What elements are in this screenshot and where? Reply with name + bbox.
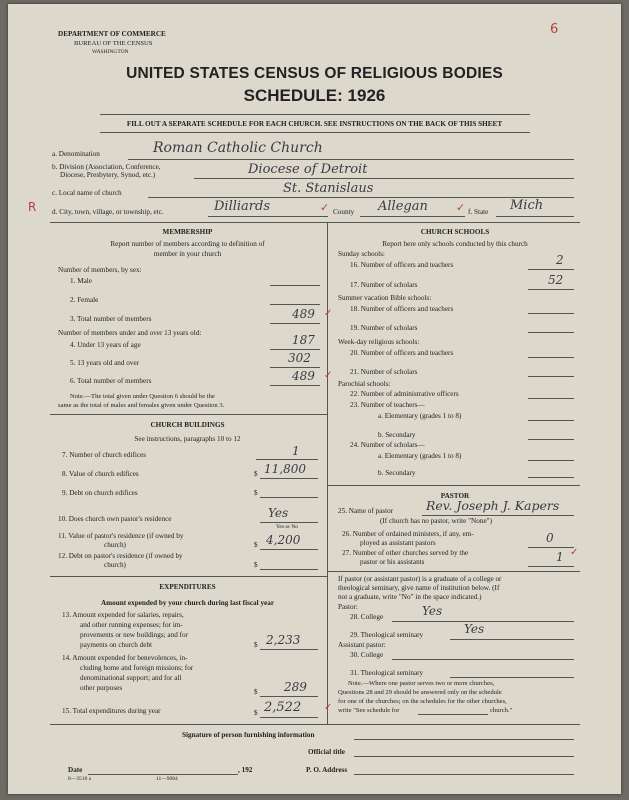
date-field[interactable] bbox=[88, 774, 238, 775]
q5-label: 5. 13 years old and over bbox=[70, 359, 140, 367]
po-address-label: P. O. Address bbox=[306, 766, 348, 774]
q16-field[interactable]: 2 bbox=[556, 253, 564, 267]
q4-field[interactable]: 187 bbox=[292, 333, 315, 347]
dollar-sign: $ bbox=[254, 561, 258, 569]
q10-line bbox=[260, 522, 318, 523]
q13-label-2: and other running expenses; for im- bbox=[80, 621, 183, 629]
pastor-heading: PASTOR bbox=[440, 492, 470, 500]
q2-field[interactable] bbox=[270, 304, 320, 305]
q25-label: 25. Name of pastor bbox=[338, 507, 394, 515]
q22-field[interactable] bbox=[528, 398, 574, 399]
q9-field[interactable] bbox=[260, 497, 318, 498]
q23a-label: a. Elementary (grades 1 to 8) bbox=[378, 412, 462, 420]
pastor-note-3: for one of the churches; on the schedules for the other churches, bbox=[338, 698, 507, 705]
check-mark: ✓ bbox=[570, 547, 579, 558]
divider bbox=[327, 485, 580, 486]
section-bottom-line bbox=[50, 724, 580, 725]
q27-label: 27. Number of other churches served by the bbox=[342, 549, 469, 557]
city-field[interactable]: Dilliards bbox=[214, 199, 271, 214]
schools-heading: CHURCH SCHOOLS bbox=[420, 228, 490, 236]
q12-label-2: church) bbox=[104, 561, 126, 569]
q13-field[interactable]: 2,233 bbox=[266, 633, 301, 647]
pastor-sub-label: Pastor: bbox=[338, 603, 358, 611]
grad-text-2: theological seminary, give name of institution below. (If bbox=[338, 584, 500, 592]
q11-label: 11. Value of pastor's residence (if owned by bbox=[58, 532, 184, 540]
grad-text-1: If pastor (or assistant pastor) is a graduate of a college or bbox=[338, 575, 502, 583]
signature-label: Signature of person furnishing information bbox=[182, 731, 315, 739]
q8-label: 8. Value of church edifices bbox=[62, 470, 139, 478]
membership-heading: MEMBERSHIP bbox=[162, 228, 213, 236]
section-top-line bbox=[50, 222, 580, 223]
q14-label-1: 14. Amount expended for benevolences, in- bbox=[62, 654, 188, 662]
q27-field[interactable]: 1 bbox=[556, 550, 564, 564]
city-label: WASHINGTON bbox=[92, 49, 129, 55]
q15-line bbox=[260, 717, 318, 718]
q13-label-4: payments on church debt bbox=[80, 641, 153, 649]
membership-note-2: same as the total of males and females given under Question 3. bbox=[58, 402, 225, 409]
page-number-mark: 6 bbox=[550, 22, 559, 37]
parochial-label: Parochial schools: bbox=[338, 380, 391, 388]
dollar-sign: $ bbox=[254, 470, 258, 478]
q15-label: 15. Total expenditures during year bbox=[62, 707, 161, 715]
buildings-sub: See instructions, paragraphs 10 to 12 bbox=[134, 435, 241, 443]
q6-label: 6. Total number of members bbox=[70, 377, 152, 385]
q17-line bbox=[528, 289, 574, 290]
city-line bbox=[208, 216, 328, 217]
county-label: County bbox=[333, 208, 355, 216]
q14-field[interactable]: 289 bbox=[284, 680, 307, 694]
dollar-sign: $ bbox=[254, 641, 258, 649]
dollar-sign: $ bbox=[254, 541, 258, 549]
q25-field[interactable]: Rev. Joseph J. Kapers bbox=[426, 498, 560, 513]
column-divider bbox=[327, 222, 328, 724]
q7-line bbox=[256, 459, 318, 460]
bureau-label: BUREAU OF THE CENSUS bbox=[74, 40, 153, 47]
state-label: f. State bbox=[468, 208, 489, 216]
margin-mark: R bbox=[28, 200, 37, 214]
pastor-note-4: write "See schedule for bbox=[338, 707, 400, 714]
dollar-sign: $ bbox=[254, 709, 258, 717]
schools-sub: Report here only schools conducted by this church bbox=[382, 240, 528, 248]
q24b-label: b. Secondary bbox=[378, 469, 416, 477]
denomination-line bbox=[128, 159, 574, 160]
q28-field[interactable]: Yes bbox=[422, 604, 443, 618]
q5-field[interactable]: 302 bbox=[288, 351, 311, 365]
denomination-label: a. Denomination bbox=[52, 150, 100, 158]
see-schedule-field[interactable] bbox=[418, 714, 488, 715]
division-line bbox=[194, 178, 574, 179]
q29-field[interactable]: Yes bbox=[464, 622, 485, 636]
divider bbox=[327, 571, 580, 572]
q26-line bbox=[528, 547, 574, 548]
q9-label: 9. Debt on church edifices bbox=[62, 489, 138, 497]
q24b-field[interactable] bbox=[528, 477, 574, 478]
q4-line bbox=[270, 349, 320, 350]
instruction-banner: FILL OUT A SEPARATE SCHEDULE FOR EACH CHURCH. SEE INSTRUCTIONS ON THE BACK OF THIS SHEET bbox=[126, 120, 503, 128]
q4-label: 4. Under 13 years of age bbox=[70, 341, 141, 349]
form-title: UNITED STATES CENSUS OF RELIGIOUS BODIES bbox=[126, 65, 503, 82]
q10-field[interactable]: Yes bbox=[268, 506, 289, 520]
q19-label: 19. Number of scholars bbox=[350, 324, 418, 332]
divider bbox=[100, 114, 530, 115]
expenditures-sub: Amount expended by your church during last fiscal year bbox=[100, 599, 275, 607]
check-mark: ✓ bbox=[324, 702, 333, 713]
form-code-2: 11—9084 bbox=[156, 776, 178, 782]
department-label: DEPARTMENT OF COMMERCE bbox=[58, 30, 166, 38]
q3-field[interactable]: 489 bbox=[292, 307, 315, 321]
q18-label: 18. Number of officers and teachers bbox=[350, 305, 454, 313]
q26-label: 26. Number of ordained ministers, if any, em- bbox=[342, 530, 474, 538]
county-line bbox=[360, 216, 465, 217]
age-head-label: Number of members under and over 13 years old: bbox=[58, 329, 202, 337]
q31-field[interactable] bbox=[450, 677, 574, 678]
divider bbox=[100, 132, 530, 133]
county-field[interactable]: Allegan bbox=[378, 199, 428, 214]
q6-line bbox=[270, 385, 320, 386]
q23b-label: b. Secondary bbox=[378, 431, 416, 439]
q25-note: (If church has no pastor, write "None") bbox=[380, 517, 492, 525]
year-label: , 192 bbox=[238, 766, 253, 774]
q24a-label: a. Elementary (grades 1 to 8) bbox=[378, 452, 462, 460]
q24-label: 24. Number of scholars— bbox=[350, 441, 425, 449]
q30-label: 30. College bbox=[350, 651, 384, 659]
local-name-field[interactable]: St. Stanislaus bbox=[283, 181, 374, 196]
q11-line bbox=[260, 549, 318, 550]
pastor-note-1: Note.—Where one pastor serves two or more churches, bbox=[348, 680, 495, 687]
division-label: b. Division (Association, Conference, bbox=[52, 163, 161, 171]
q16-line bbox=[528, 269, 574, 270]
q26-label-2: ployed as assistant pastors bbox=[360, 539, 436, 547]
q25-line bbox=[422, 515, 574, 516]
q7-label: 7. Number of church edifices bbox=[62, 451, 147, 459]
q3-label: 3. Total number of members bbox=[70, 315, 152, 323]
schedule-title: SCHEDULE: 1926 bbox=[243, 86, 386, 105]
q21-field[interactable] bbox=[528, 376, 574, 377]
city-town-label: d. City, town, village, or township, etc. bbox=[52, 208, 164, 216]
summer-label: Summer vacation Bible schools: bbox=[338, 294, 432, 302]
q13-label-1: 13. Amount expended for salaries, repairs, bbox=[62, 611, 184, 619]
q27-label-2: pastor or his assistants bbox=[360, 558, 425, 566]
q29-line bbox=[450, 639, 574, 640]
q5-line bbox=[270, 367, 320, 368]
q13-label-3: provements or new buildings; and for bbox=[80, 631, 188, 639]
check-mark: ✓ bbox=[320, 201, 330, 214]
assistant-label: Assistant pastor: bbox=[338, 641, 386, 649]
q15-field[interactable]: 2,522 bbox=[264, 700, 302, 715]
q12-label: 12. Debt on pastor's residence (if owned by bbox=[58, 552, 183, 560]
denomination-field[interactable]: Roman Catholic Church bbox=[153, 140, 323, 156]
divider bbox=[50, 576, 327, 577]
pastor-note-5: church." bbox=[490, 707, 513, 714]
yes-no-hint: Yes or No bbox=[276, 524, 299, 530]
buildings-heading: CHURCH BUILDINGS bbox=[150, 421, 225, 429]
q8-field[interactable]: 11,800 bbox=[264, 462, 306, 476]
q23b-field[interactable] bbox=[528, 439, 574, 440]
q17-field[interactable]: 52 bbox=[548, 273, 564, 287]
q11-field[interactable]: 4,200 bbox=[266, 533, 301, 547]
q20-label: 20. Number of officers and teachers bbox=[350, 349, 454, 357]
q17-label: 17. Number of scholars bbox=[350, 281, 418, 289]
q8-line bbox=[260, 478, 318, 479]
weekday-label: Week-day religious schools: bbox=[338, 338, 420, 346]
division-field[interactable]: Diocese of Detroit bbox=[248, 162, 368, 177]
state-line bbox=[496, 216, 574, 217]
q19-field[interactable] bbox=[528, 332, 574, 333]
expenditures-heading: EXPENDITURES bbox=[159, 583, 216, 591]
q6-field[interactable]: 489 bbox=[292, 369, 315, 383]
po-address-field[interactable] bbox=[354, 774, 574, 775]
q23a-field[interactable] bbox=[528, 420, 574, 421]
q23-label: 23. Number of teachers— bbox=[350, 401, 425, 409]
q22-label: 22. Number of administrative officers bbox=[350, 390, 459, 398]
q24a-field[interactable] bbox=[528, 460, 574, 461]
check-mark: ✓ bbox=[456, 201, 466, 214]
q1-field[interactable] bbox=[270, 285, 320, 286]
signature-field[interactable] bbox=[354, 739, 574, 740]
sunday-label: Sunday schools: bbox=[338, 250, 385, 258]
membership-sub-1: Report number of members according to definition of bbox=[110, 240, 265, 248]
q13-line bbox=[260, 649, 318, 650]
q10-label: 10. Does church own pastor's residence bbox=[58, 515, 172, 523]
q12-field[interactable] bbox=[260, 569, 318, 570]
q20-field[interactable] bbox=[528, 357, 574, 358]
grad-text-3: not a graduate, write "No" in the space indicated.) bbox=[338, 593, 482, 601]
q27-line bbox=[528, 566, 574, 567]
q18-field[interactable] bbox=[528, 313, 574, 314]
q11-label-2: church) bbox=[104, 541, 126, 549]
q3-line bbox=[270, 323, 320, 324]
check-mark: ✓ bbox=[324, 370, 333, 381]
official-title-field[interactable] bbox=[354, 756, 574, 757]
local-name-label: c. Local name of church bbox=[52, 189, 122, 197]
q31-label: 31. Theological seminary bbox=[350, 669, 424, 677]
q1-label: 1. Male bbox=[70, 277, 92, 285]
division-label-2: Diocese, Presbytery, Synod, etc.) bbox=[60, 171, 156, 179]
official-title-label: Official title bbox=[308, 748, 345, 756]
census-form-page bbox=[8, 4, 621, 794]
dollar-sign: $ bbox=[254, 489, 258, 497]
q14-label-2: cluding home and foreign missions; for bbox=[80, 664, 194, 672]
membership-sub-2: member in your church bbox=[153, 250, 222, 258]
date-label: Date bbox=[68, 766, 83, 774]
q2-label: 2. Female bbox=[70, 296, 99, 304]
check-mark: ✓ bbox=[324, 308, 333, 319]
q14-label-4: other purposes bbox=[80, 684, 123, 692]
q29-label: 29. Theological seminary bbox=[350, 631, 424, 639]
dollar-sign: $ bbox=[254, 688, 258, 696]
pastor-note-2: Questions 28 and 29 should be answered only on the schedule bbox=[338, 689, 502, 696]
q7-field[interactable]: 1 bbox=[292, 444, 300, 458]
q26-field[interactable]: 0 bbox=[546, 531, 554, 545]
q14-label-3: denominational support; and for all bbox=[80, 674, 182, 682]
q21-label: 21. Number of scholars bbox=[350, 368, 418, 376]
state-field[interactable]: Mich bbox=[510, 198, 544, 213]
by-sex-label: Number of members, by sex: bbox=[58, 266, 142, 274]
membership-note-1: Note.—The total given under Question 6 should be the bbox=[70, 393, 215, 400]
q28-label: 28. College bbox=[350, 613, 384, 621]
divider bbox=[50, 414, 327, 415]
q16-label: 16. Number of officers and teachers bbox=[350, 261, 454, 269]
q30-field[interactable] bbox=[392, 659, 574, 660]
q14-line bbox=[260, 696, 318, 697]
form-code-1: 8—3518 a bbox=[68, 776, 92, 782]
